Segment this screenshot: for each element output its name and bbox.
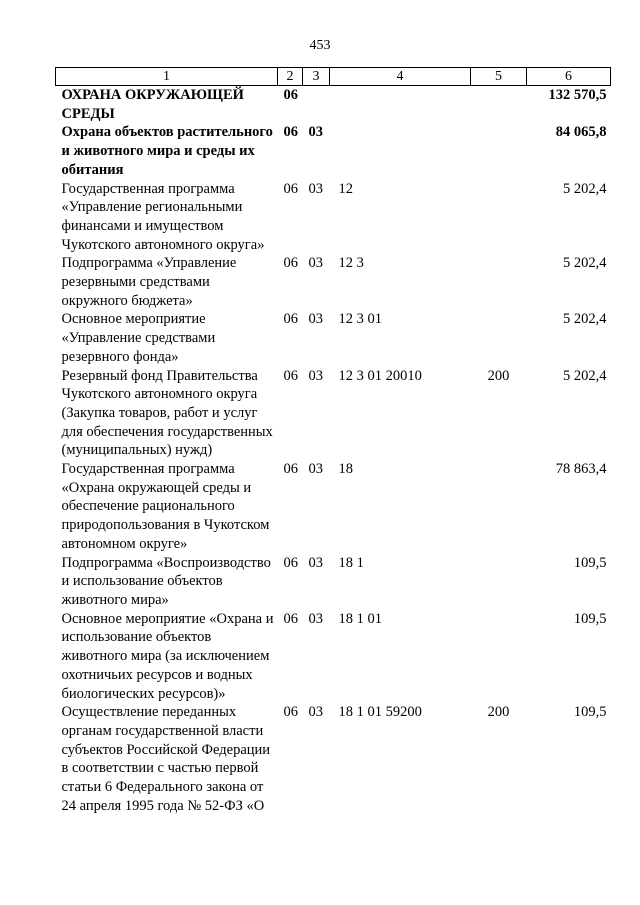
- row-amount: 5 202,4: [563, 180, 607, 197]
- page-number: 453: [309, 38, 331, 53]
- table-row: [56, 180, 611, 255]
- row-expense-type-code: [471, 86, 527, 124]
- row-expense-type-code: [471, 123, 527, 179]
- row-expense-type-code: [471, 554, 527, 610]
- row-target-item-code: 18: [338, 461, 353, 478]
- row-expense-type-code: [471, 310, 527, 366]
- row-subsection-code: 03: [308, 311, 323, 328]
- row-subsection-code: 03: [308, 124, 323, 141]
- row-section-code: 06: [283, 704, 298, 721]
- row-section-code: 06: [283, 367, 298, 384]
- header-col-name: 1: [56, 68, 278, 86]
- row-name: Государственная программа «Охрана окружающей среды и обеспечение рационального природопользования в Чукотском автономном округе»: [61, 461, 270, 552]
- table-body: [56, 86, 611, 816]
- row-target-item-code: 18 1 01: [338, 610, 382, 627]
- row-name: Основное мероприятие «Управление средствами резервного фонда»: [61, 311, 216, 365]
- row-name: ОХРАНА ОКРУЖАЮЩЕЙ СРЕДЫ: [61, 87, 244, 122]
- row-target-item-code: 18 1: [338, 554, 364, 571]
- row-subsection-code: 03: [308, 255, 323, 272]
- row-amount: 84 065,8: [555, 124, 607, 141]
- row-subsection-code: 03: [308, 704, 323, 721]
- header-col-section: 2: [278, 68, 303, 86]
- row-section-code: 06: [283, 311, 298, 328]
- row-subsection-code: 03: [308, 367, 323, 384]
- row-amount: 5 202,4: [563, 311, 607, 328]
- row-target-item-code: [330, 86, 471, 124]
- table-header: [56, 68, 611, 86]
- budget-table: [55, 67, 611, 815]
- row-expense-type-code: 200: [487, 704, 510, 721]
- header-col-target-item: 4: [330, 68, 471, 86]
- row-subsection-code: 03: [308, 461, 323, 478]
- row-expense-type-code: [471, 610, 527, 704]
- row-amount: 109,5: [573, 610, 607, 627]
- row-name: Основное мероприятие «Охрана и использование объектов животного мира (за исключением охотничьих ресурсов и водных биологических ресурсов)»: [61, 610, 274, 702]
- row-name: Подпрограмма «Воспроизводство и использование объектов животного мира»: [61, 554, 271, 608]
- row-section-code: 06: [283, 180, 298, 197]
- row-target-item-code: 12 3: [338, 255, 364, 272]
- row-amount: 109,5: [573, 554, 607, 571]
- row-target-item-code: 12 3 01: [338, 311, 382, 328]
- row-amount: 78 863,4: [555, 461, 607, 478]
- row-expense-type-code: [471, 180, 527, 255]
- row-subsection-code: 03: [308, 180, 323, 197]
- row-target-item-code: 18 1 01 59200: [338, 704, 422, 721]
- row-subsection-code: 03: [308, 554, 323, 571]
- header-col-expense-type: 5: [471, 68, 527, 86]
- table-row: [56, 554, 611, 610]
- row-target-item-code: 12 3 01 20010: [338, 367, 422, 384]
- header-col-subsection: 3: [303, 68, 330, 86]
- row-name: Осуществление переданных органам государственной власти субъектов Российской Федерации в соответствии с частью первой статьи 6 Федерального закона от 24 апреля 1995 года № 52-ФЗ «О: [61, 704, 271, 814]
- row-subsection-code: 03: [308, 610, 323, 627]
- row-section-code: 06: [283, 610, 298, 627]
- table-row: [56, 703, 611, 815]
- row-name: Резервный фонд Правительства Чукотского автономного округа (Закупка товаров, работ и услуг для обеспечения государственных (муниципальных) нужд): [61, 367, 273, 459]
- row-expense-type-code: 200: [487, 367, 510, 384]
- row-name: Охрана объектов растительного и животного мира и среды их обитания: [61, 124, 273, 178]
- row-section-code: 06: [283, 554, 298, 571]
- row-amount: 109,5: [573, 704, 607, 721]
- row-amount: 5 202,4: [563, 255, 607, 272]
- header-row: [56, 68, 611, 86]
- row-name: Государственная программа «Управление региональными финансами и имуществом Чукотского автономного округа»: [61, 180, 265, 253]
- row-amount: 132 570,5: [548, 87, 607, 103]
- row-amount: 5 202,4: [563, 367, 607, 384]
- table-row: [56, 86, 611, 124]
- row-section-code: 06: [283, 87, 298, 103]
- row-section-code: 06: [283, 124, 298, 141]
- row-name: Подпрограмма «Управление резервными средствами окружного бюджета»: [61, 255, 237, 309]
- table-row: [56, 460, 611, 554]
- row-expense-type-code: [471, 460, 527, 554]
- row-target-item-code: 12: [338, 180, 353, 197]
- row-section-code: 06: [283, 461, 298, 478]
- row-section-code: 06: [283, 255, 298, 272]
- table-row: [56, 254, 611, 310]
- row-target-item-code: [330, 123, 471, 179]
- table-row: [56, 610, 611, 704]
- table-row: [56, 367, 611, 461]
- row-subsection-code: [303, 86, 330, 124]
- header-col-amount: 6: [527, 68, 611, 86]
- table-row: [56, 123, 611, 179]
- table-row: [56, 310, 611, 366]
- row-expense-type-code: [471, 254, 527, 310]
